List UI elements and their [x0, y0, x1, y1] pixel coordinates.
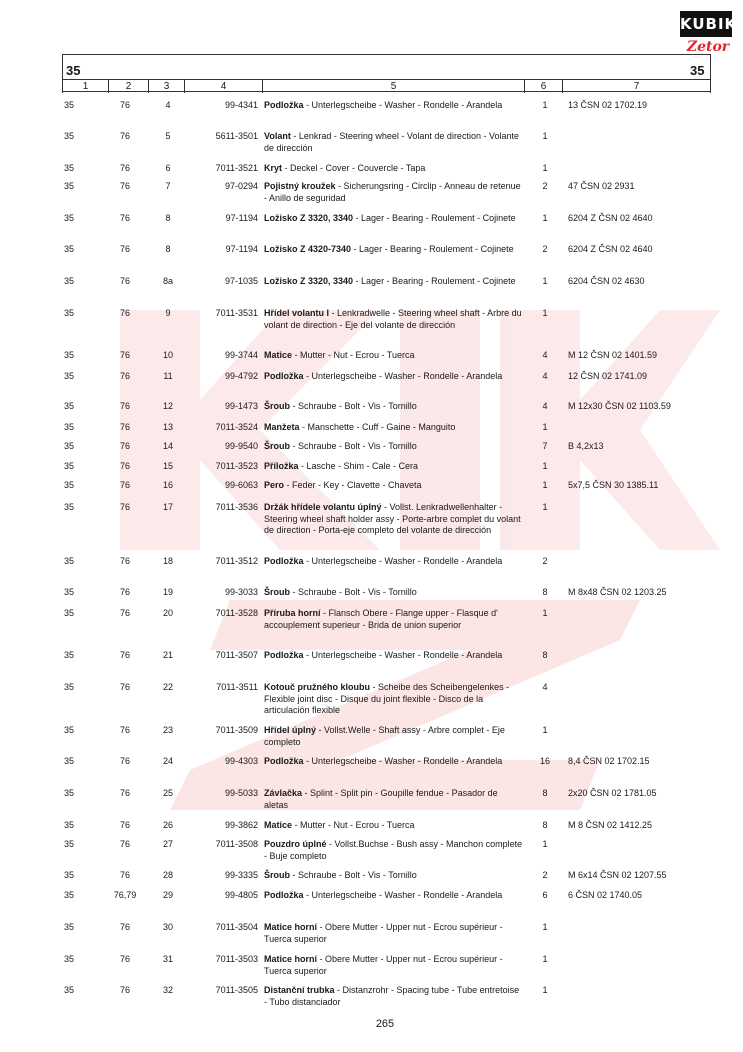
part-name: Šroub: [264, 401, 290, 411]
position-cell: 19: [162, 587, 173, 597]
position-cell: 26: [162, 820, 173, 830]
figure-cell: 76: [119, 556, 130, 566]
standard-cell: M 8x48 ČSN 02 1203.25: [568, 587, 667, 597]
part-description: - Lasche - Shim - Cale - Cera: [298, 461, 419, 471]
part-name: Matice horní: [264, 922, 318, 932]
figure-cell: 76: [119, 985, 130, 995]
part-name: Ložisko Z 4320-7340: [264, 244, 352, 254]
column-header-7: 7: [562, 79, 711, 93]
part-name: Pojistný kroužek: [264, 181, 336, 191]
group-cell: 35: [64, 587, 75, 597]
position-cell: 4: [165, 100, 171, 110]
part-description: - Lager - Bearing - Roulement - Cojinete: [353, 276, 516, 286]
figure-cell: 76: [119, 350, 130, 360]
part-name: Podložka: [264, 556, 304, 566]
figure-cell: 76: [119, 163, 130, 173]
part-name: Závlačka: [264, 788, 303, 798]
group-cell: 35: [64, 100, 75, 110]
section-number-left: 35: [66, 63, 81, 78]
description-cell: [264, 371, 524, 383]
position-cell: 20: [162, 608, 173, 618]
part-number-cell: 97-0294: [224, 181, 258, 191]
group-cell: 35: [64, 244, 75, 254]
kubik-logo-text: KUBIK: [680, 11, 732, 37]
part-number-cell: 7011-3524: [215, 422, 258, 432]
position-cell: 23: [162, 725, 173, 735]
part-number-cell: 7011-3507: [215, 650, 258, 660]
part-number-cell: 99-1473: [224, 401, 258, 411]
quantity-cell: 1: [542, 276, 548, 286]
quantity-cell: 1: [542, 308, 548, 318]
quantity-cell: 1: [542, 100, 548, 110]
part-name: Šroub: [264, 870, 290, 880]
group-cell: 35: [64, 401, 75, 411]
column-header-4: 4: [184, 79, 262, 93]
position-cell: 16: [162, 480, 173, 490]
quantity-cell: 6: [542, 890, 548, 900]
description-cell: [264, 922, 524, 945]
description-cell: [264, 839, 524, 862]
part-description: - Mutter - Nut - Ecrou - Tuerca: [292, 820, 415, 830]
description-cell: [264, 350, 524, 362]
part-description: - Schraube - Bolt - Vis - Tornillo: [290, 441, 417, 451]
part-number-cell: 99-9540: [224, 441, 258, 451]
group-cell: 35: [64, 441, 75, 451]
part-description: - Vollst.Welle - Shaft assy - Arbre complet - Eje completo: [264, 725, 505, 747]
position-cell: 14: [162, 441, 173, 451]
part-description: - Flansch Obere - Flange upper - Flasque d' accouplement superieur - Brida de union superior: [264, 608, 498, 630]
quantity-cell: 1: [542, 422, 548, 432]
standard-cell: M 12 ČSN 02 1401.59: [568, 350, 658, 360]
part-description: - Obere Mutter - Upper nut - Ecrou supérieur - Tuerca superior: [264, 954, 503, 976]
position-cell: 32: [162, 985, 173, 995]
standard-cell: 47 ČSN 02 2931: [568, 181, 635, 191]
position-cell: 8: [165, 213, 171, 223]
figure-cell: 76: [119, 422, 130, 432]
description-cell: [264, 788, 524, 811]
group-cell: 35: [64, 556, 75, 566]
quantity-cell: 1: [542, 163, 548, 173]
part-number-cell: 99-4303: [224, 756, 258, 766]
description-cell: [264, 954, 524, 977]
quantity-cell: 1: [542, 131, 548, 141]
standard-cell: 6204 Z ČSN 02 4640: [568, 213, 653, 223]
position-cell: 5: [165, 131, 171, 141]
position-cell: 7: [165, 181, 171, 191]
part-description: - Lenkrad - Steering wheel - Volant de direction - Volante de dirección: [264, 131, 519, 153]
part-number-cell: 99-3335: [224, 870, 258, 880]
part-number-cell: 7011-3509: [215, 725, 258, 735]
part-description: - Unterlegscheibe - Washer - Rondelle - Arandela: [303, 556, 503, 566]
group-cell: 35: [64, 276, 75, 286]
quantity-cell: 7: [542, 441, 548, 451]
position-cell: 8: [165, 244, 171, 254]
part-name: Distanční trubka: [264, 985, 335, 995]
description-cell: [264, 985, 524, 1008]
group-cell: 35: [64, 820, 75, 830]
part-description: - Scheibe des Scheibengelenkes - Flexible joint disc - Disque du joint flexible - Disco de la articulación flexible: [264, 682, 510, 715]
part-description: - Unterlegscheibe - Washer - Rondelle - Arandela: [303, 890, 503, 900]
description-cell: [264, 441, 524, 453]
part-name: Příruba horní: [264, 608, 321, 618]
group-cell: 35: [64, 756, 75, 766]
figure-cell: 76: [119, 954, 130, 964]
part-name: Ložisko Z 3320, 3340: [264, 276, 354, 286]
part-number-cell: 7011-3523: [215, 461, 258, 471]
part-description: - Deckel - Cover - Couvercle - Tapa: [282, 163, 426, 173]
zetor-logo-text: Zetor: [686, 39, 730, 55]
figure-cell: 76: [119, 181, 130, 191]
description-cell: [264, 756, 524, 768]
figure-cell: 76: [119, 401, 130, 411]
part-number-cell: 7011-3503: [215, 954, 258, 964]
part-number-cell: 7011-3521: [215, 163, 258, 173]
column-header-1: 1: [62, 79, 108, 93]
part-number-cell: 99-6063: [224, 480, 258, 490]
group-cell: 35: [64, 608, 75, 618]
quantity-cell: 2: [542, 870, 548, 880]
part-name: Podložka: [264, 890, 304, 900]
figure-cell: 76: [119, 820, 130, 830]
position-cell: 13: [162, 422, 173, 432]
description-cell: [264, 244, 524, 256]
part-description: - Unterlegscheibe - Washer - Rondelle - Arandela: [303, 100, 503, 110]
part-number-cell: 99-4792: [224, 371, 258, 381]
group-cell: 35: [64, 725, 75, 735]
standard-cell: 13 ČSN 02 1702.19: [568, 100, 648, 110]
figure-cell: 76: [119, 441, 130, 451]
quantity-cell: 4: [542, 401, 548, 411]
quantity-cell: 8: [542, 820, 548, 830]
quantity-cell: 1: [542, 502, 548, 512]
figure-cell: 76: [119, 870, 130, 880]
position-cell: 27: [162, 839, 173, 849]
group-cell: 35: [64, 985, 75, 995]
part-description: - Unterlegscheibe - Washer - Rondelle - Arandela: [303, 371, 503, 381]
part-name: Podložka: [264, 100, 304, 110]
part-number-cell: 99-3862: [224, 820, 258, 830]
quantity-cell: 4: [542, 682, 548, 692]
description-cell: [264, 480, 524, 492]
part-description: - Unterlegscheibe - Washer - Rondelle - Arandela: [303, 650, 503, 660]
quantity-cell: 2: [542, 181, 548, 191]
group-cell: 35: [64, 131, 75, 141]
group-cell: 35: [64, 502, 75, 512]
position-cell: 31: [162, 954, 173, 964]
quantity-cell: 1: [542, 922, 548, 932]
part-number-cell: 5611-3501: [215, 131, 258, 141]
part-number-cell: 7011-3504: [215, 922, 258, 932]
standard-cell: 12 ČSN 02 1741.09: [568, 371, 648, 381]
part-number-cell: 97-1194: [225, 213, 258, 223]
quantity-cell: 1: [542, 985, 548, 995]
part-name: Matice: [264, 820, 293, 830]
part-description: - Lager - Bearing - Roulement - Cojinete: [351, 244, 514, 254]
figure-cell: 76: [119, 650, 130, 660]
description-cell: [264, 100, 524, 112]
group-cell: 35: [64, 181, 75, 191]
page-number: 265: [375, 1018, 395, 1030]
quantity-cell: 8: [542, 587, 548, 597]
group-cell: 35: [64, 839, 75, 849]
position-cell: 29: [162, 890, 173, 900]
group-cell: 35: [64, 954, 75, 964]
standard-cell: 6204 ČSN 02 4630: [568, 276, 645, 286]
group-cell: 35: [64, 308, 75, 318]
part-number-cell: 97-1035: [224, 276, 258, 286]
figure-cell: 76: [119, 608, 130, 618]
part-number-cell: 7011-3511: [216, 682, 258, 692]
figure-cell: 76: [119, 100, 130, 110]
part-number-cell: 7011-3508: [215, 839, 258, 849]
part-name: Ložisko Z 3320, 3340: [264, 213, 354, 223]
standard-cell: B 4,2x13: [568, 441, 604, 451]
group-cell: 35: [64, 890, 75, 900]
figure-cell: 76: [119, 308, 130, 318]
description-cell: [264, 608, 524, 631]
part-name: Kryt: [264, 163, 283, 173]
description-cell: [264, 820, 524, 832]
group-cell: 35: [64, 650, 75, 660]
quantity-cell: 4: [542, 371, 548, 381]
description-cell: [264, 181, 524, 204]
figure-cell: 76: [119, 922, 130, 932]
column-header-6: 6: [524, 79, 562, 93]
part-number-cell: 7011-3512: [215, 556, 258, 566]
position-cell: 28: [162, 870, 173, 880]
description-cell: [264, 422, 524, 434]
standard-cell: 2x20 ČSN 02 1781.05: [568, 788, 657, 798]
column-header-2: 2: [108, 79, 148, 93]
figure-cell: 76: [119, 480, 130, 490]
description-cell: [264, 461, 524, 473]
position-cell: 22: [162, 682, 173, 692]
standard-cell: 5x7,5 ČSN 30 1385.11: [568, 480, 659, 490]
part-number-cell: 99-5033: [224, 788, 258, 798]
description-cell: [264, 682, 524, 717]
part-name: Podložka: [264, 650, 304, 660]
group-cell: 35: [64, 870, 75, 880]
quantity-cell: 16: [539, 756, 550, 766]
part-description: - Obere Mutter - Upper nut - Ecrou supérieur - Tuerca superior: [264, 922, 503, 944]
part-description: - Feder - Key - Clavette - Chaveta: [284, 480, 422, 490]
part-description: - Mutter - Nut - Ecrou - Tuerca: [292, 350, 415, 360]
description-cell: [264, 163, 524, 175]
group-cell: 35: [64, 788, 75, 798]
part-name: Šroub: [264, 441, 290, 451]
quantity-cell: 1: [542, 608, 548, 618]
part-number-cell: 99-4805: [224, 890, 258, 900]
figure-cell: 76: [119, 756, 130, 766]
standard-cell: 6 ČSN 02 1740.05: [568, 890, 643, 900]
figure-cell: 76: [119, 502, 130, 512]
figure-cell: 76: [119, 371, 130, 381]
quantity-cell: 8: [542, 650, 548, 660]
part-name: Šroub: [264, 587, 290, 597]
description-cell: [264, 276, 524, 288]
group-cell: 35: [64, 163, 75, 173]
position-cell: 30: [162, 922, 173, 932]
part-description: - Lenkradwelle - Steering wheel shaft - Arbre du volant de direction - Eje del volante de dirección: [264, 308, 522, 330]
description-cell: [264, 870, 524, 882]
standard-cell: M 12x30 ČSN 02 1103.59: [568, 401, 671, 411]
position-cell: 15: [162, 461, 173, 471]
position-cell: 10: [162, 350, 173, 360]
standard-cell: M 8 ČSN 02 1412.25: [568, 820, 653, 830]
figure-cell: 76,79: [113, 890, 137, 900]
part-number-cell: 99-3744: [224, 350, 258, 360]
position-cell: 25: [162, 788, 173, 798]
figure-cell: 76: [119, 788, 130, 798]
figure-cell: 76: [119, 276, 130, 286]
group-cell: 35: [64, 461, 75, 471]
part-name: Hřídel úplný: [264, 725, 317, 735]
quantity-cell: 1: [542, 480, 548, 490]
figure-cell: 76: [119, 839, 130, 849]
quantity-cell: 1: [542, 954, 548, 964]
figure-cell: 76: [119, 587, 130, 597]
description-cell: [264, 131, 524, 154]
part-number-cell: 99-3033: [224, 587, 258, 597]
group-cell: 35: [64, 213, 75, 223]
part-name: Pouzdro úplné: [264, 839, 327, 849]
part-name: Matice: [264, 350, 293, 360]
part-number-cell: 99-4341: [224, 100, 258, 110]
part-name: Matice horní: [264, 954, 318, 964]
part-name: Kotouč pružného kloubu: [264, 682, 370, 692]
figure-cell: 76: [119, 461, 130, 471]
standard-cell: 8,4 ČSN 02 1702.15: [568, 756, 650, 766]
part-name: Pero: [264, 480, 285, 490]
quantity-cell: 4: [542, 350, 548, 360]
part-description: - Manschette - Cuff - Gaine - Manguito: [299, 422, 456, 432]
part-number-cell: 7011-3528: [215, 608, 258, 618]
position-cell: 24: [162, 756, 173, 766]
part-description: - Lager - Bearing - Roulement - Cojinete: [353, 213, 516, 223]
position-cell: 11: [163, 371, 173, 381]
part-description: - Vollst.Buchse - Bush assy - Manchon complete - Buje completo: [264, 839, 523, 861]
part-name: Držák hřídele volantu úplný: [264, 502, 382, 512]
group-cell: 35: [64, 922, 75, 932]
quantity-cell: 1: [542, 725, 548, 735]
part-number-cell: 97-1194: [225, 244, 258, 254]
figure-cell: 76: [119, 682, 130, 692]
part-name: Podložka: [264, 371, 304, 381]
group-cell: 35: [64, 682, 75, 692]
position-cell: 9: [165, 308, 171, 318]
part-description: - Schraube - Bolt - Vis - Tornillo: [290, 870, 417, 880]
group-cell: 35: [64, 350, 75, 360]
group-cell: 35: [64, 480, 75, 490]
group-cell: 35: [64, 371, 75, 381]
part-description: - Schraube - Bolt - Vis - Tornillo: [290, 401, 417, 411]
position-cell: 6: [165, 163, 171, 173]
part-description: - Splint - Split pin - Goupille fendue - Pasador de aletas: [264, 788, 498, 810]
description-cell: [264, 650, 524, 662]
quantity-cell: 2: [542, 556, 548, 566]
quantity-cell: 8: [542, 788, 548, 798]
description-cell: [264, 502, 524, 537]
part-description: - Unterlegscheibe - Washer - Rondelle - Arandela: [303, 756, 503, 766]
part-name: Hřídel volantu I: [264, 308, 330, 318]
part-description: - Sicherungsring - Circlip - Anneau de retenue - Anillo de seguridad: [264, 181, 521, 203]
part-number-cell: 7011-3536: [215, 502, 258, 512]
section-number-right: 35: [690, 63, 705, 78]
description-cell: [264, 556, 524, 568]
standard-cell: 6204 Z ČSN 02 4640: [568, 244, 653, 254]
part-number-cell: 7011-3531: [215, 308, 258, 318]
position-cell: 8a: [162, 276, 173, 286]
part-description: - Schraube - Bolt - Vis - Tornillo: [290, 587, 417, 597]
figure-cell: 76: [119, 131, 130, 141]
description-cell: [264, 308, 524, 331]
quantity-cell: 1: [542, 839, 548, 849]
description-cell: [264, 890, 524, 902]
part-name: Příložka: [264, 461, 299, 471]
column-header-5: 5: [262, 79, 524, 93]
part-number-cell: 7011-3505: [215, 985, 258, 995]
position-cell: 18: [162, 556, 173, 566]
quantity-cell: 2: [542, 244, 548, 254]
figure-cell: 76: [119, 725, 130, 735]
part-name: Volant: [264, 131, 291, 141]
figure-cell: 76: [119, 213, 130, 223]
quantity-cell: 1: [542, 213, 548, 223]
column-header-3: 3: [148, 79, 184, 93]
group-cell: 35: [64, 422, 75, 432]
position-cell: 12: [162, 401, 173, 411]
part-name: Podložka: [264, 756, 304, 766]
standard-cell: M 6x14 ČSN 02 1207.55: [568, 870, 667, 880]
description-cell: [264, 401, 524, 413]
part-description: - Vollst. Lenkradwellenhalter - Steering wheel shaft holder assy - Porte-arbre complet du volant de direction - Porta-eje completo del volante de dirección: [264, 502, 521, 535]
description-cell: [264, 587, 524, 599]
description-cell: [264, 213, 524, 225]
position-cell: 21: [162, 650, 173, 660]
position-cell: 17: [162, 502, 173, 512]
part-description: - Distanzrohr - Spacing tube - Tube entretoise - Tubo distanciador: [264, 985, 520, 1007]
description-cell: [264, 725, 524, 748]
figure-cell: 76: [119, 244, 130, 254]
quantity-cell: 1: [542, 461, 548, 471]
part-name: Manžeta: [264, 422, 300, 432]
